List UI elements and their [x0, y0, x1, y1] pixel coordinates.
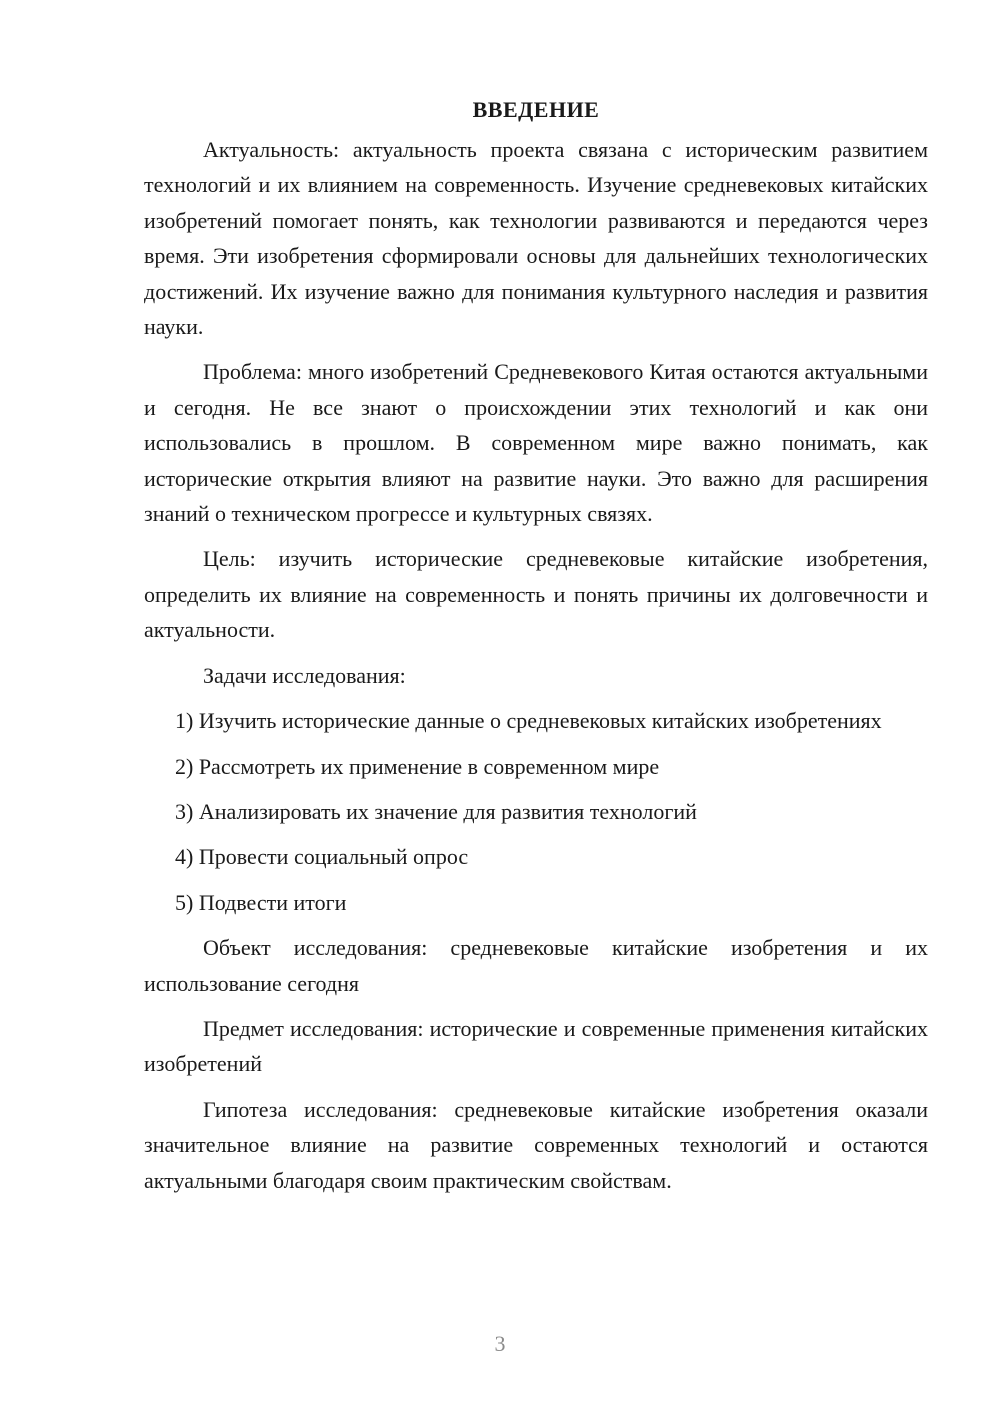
subject-paragraph: Предмет исследования: исторические и современные применения китайских изобретений — [144, 1015, 928, 1077]
tasks-heading: Задачи исследования: — [203, 662, 406, 688]
problem-paragraph: Проблема: много изобретений Средневекового Китая остаются актуальными и сегодня. Не все знают о происхождении этих технологий и как они использовались в прошлом. В современном мире важно понимать, как исторические открытия влияют на развитие науки. Это важно для расширения знаний о техническом прогрессе и культурных связях. — [144, 359, 928, 527]
hypothesis-paragraph: Гипотеза исследования: средневековые китайские изобретения оказали значительное влияние на развитие современных технологий и остаются актуальными благодаря своим практическим свойствам. — [144, 1096, 928, 1193]
page-title: ВВЕДЕНИЕ — [472, 97, 600, 122]
relevance-paragraph: Актуальность: актуальность проекта связана с историческим развитием технологий и их влиянием на современность. Изучение средневековых китайских изобретений помогает понять, как технологии развиваются и передаются через время. Эти изобретения сформировали основы для дальнейших технологических достижений. Их изучение важно для понимания культурного наследия и развития науки. — [144, 137, 928, 340]
goal-paragraph: Цель: изучить исторические средневековые китайские изобретения, определить их влияние на современность и понять причины их долговечности и актуальности. — [144, 546, 928, 643]
page-number: 3 — [494, 1331, 506, 1356]
task-item-1: 1) Изучить исторические данные о средневековых китайских изобретениях — [175, 708, 882, 734]
object-paragraph: Объект исследования: средневековые китайские изобретения и их использование сегодня — [144, 935, 928, 996]
task-item-5: 5) Подвести итоги — [175, 889, 347, 915]
task-item-3: 3) Анализировать их значение для развития технологий — [175, 798, 697, 824]
task-item-2: 2) Рассмотреть их применение в современном мире — [175, 753, 660, 779]
task-item-4: 4) Провести социальный опрос — [175, 844, 469, 870]
document-page — [144, 92, 928, 1208]
